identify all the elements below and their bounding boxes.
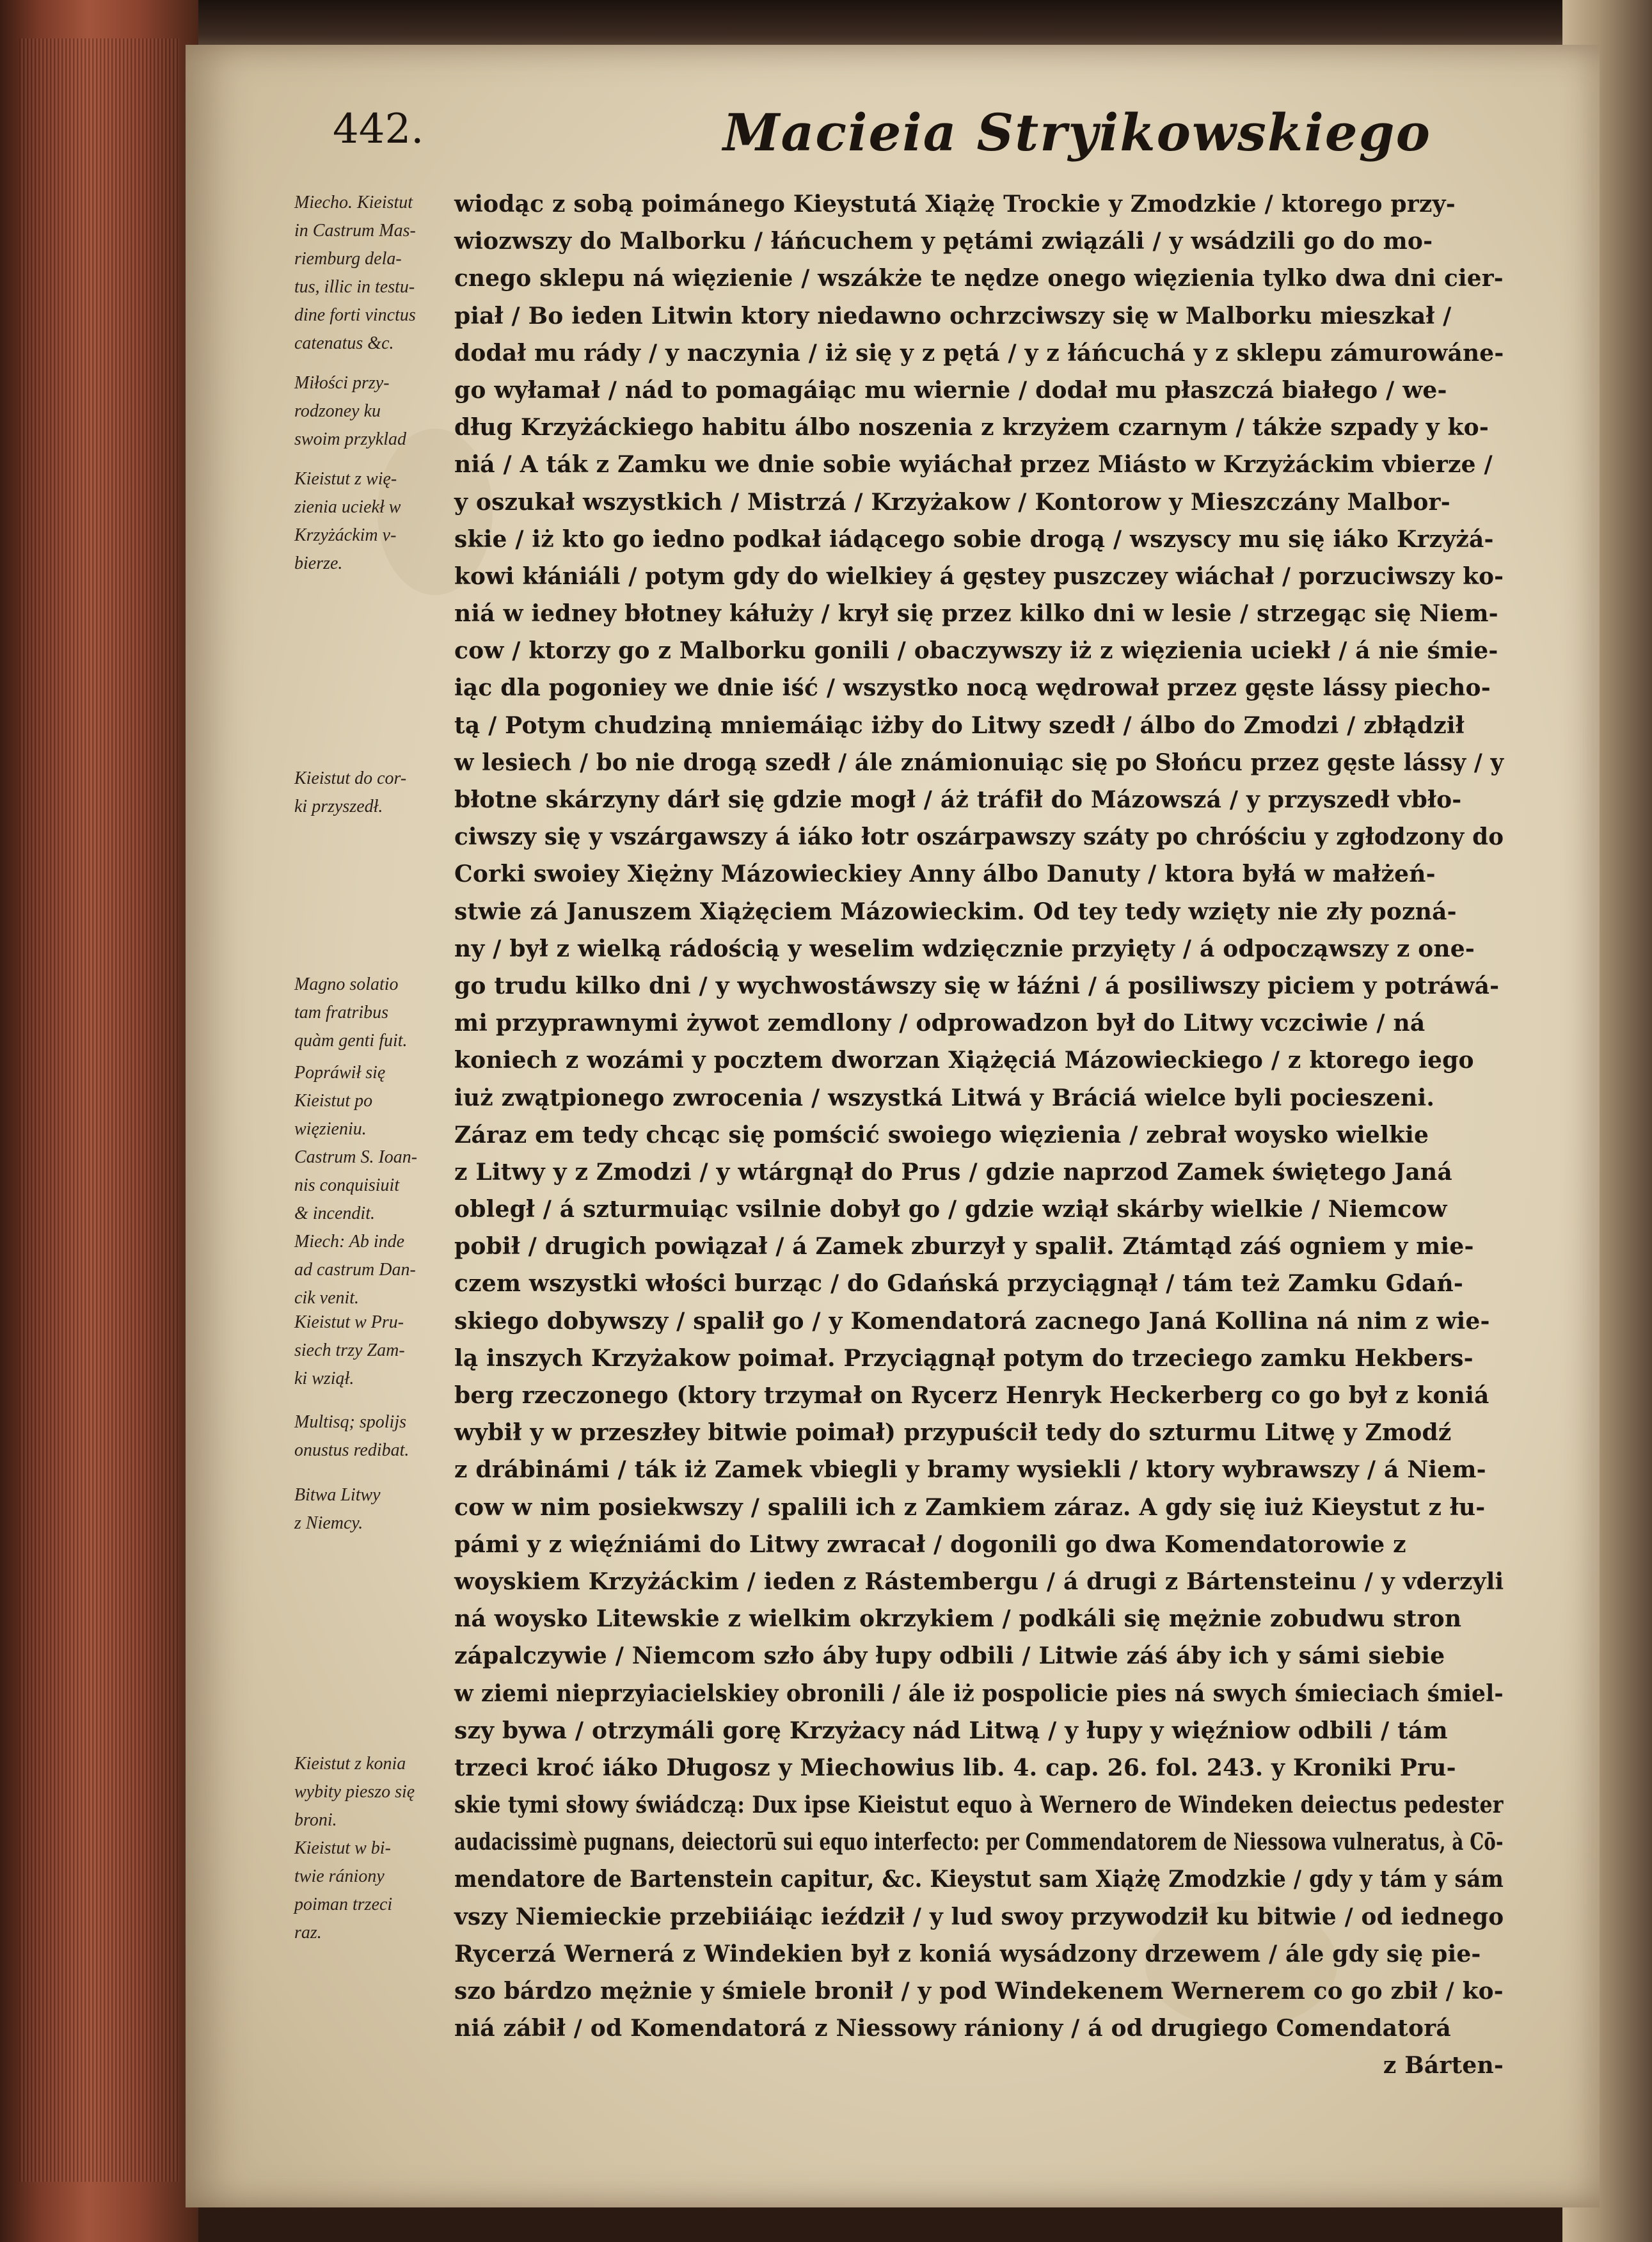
- margin-note: Kieistut z konia wybity pieszo się broni. Kieistut w bi- twie rániony poiman trzeci raz.: [294, 1754, 415, 1943]
- text-line: cnego sklepu ná więzienie / wszákże te nędze onego więzienia tylko dwa dni cier-: [454, 265, 1504, 292]
- margin-note: Miłości przy- rodzoney ku swoim przyklad: [294, 373, 406, 449]
- text-line: niá zábił / od Komendatorá z Niessowy rániony / á od drugiego Comendatorá: [454, 2015, 1451, 2042]
- book-page-edges: [0, 0, 198, 2242]
- text-line: audacissimè pugnans, deiectorū sui equo interfecto: per Commendatorem de Niessowa vulneratus, à Cō-: [454, 1829, 1504, 1856]
- text-line: skie / iż kto go iedno podkał iádącego sobie drogą / wszyscy mu się iáko Krzyżá-: [454, 525, 1494, 553]
- text-line: Rycerzá Wernerá z Windekien był z koniá wysádzony drzewem / ále gdy się pie-: [454, 1940, 1481, 1968]
- margin-note: Kieistut do cor- ki przyszedł.: [294, 768, 407, 816]
- text-line: koniech z wozámi y pocztem dworzan Xiążęciá Mázowieckiego / z ktorego iego: [454, 1047, 1474, 1074]
- text-line: ná woysko Litewskie z wielkim okrzykiem / podkáli się mężnie zobudwu stron: [454, 1605, 1462, 1633]
- margin-note: Kieistut w Pru- siech trzy Zam- ki wziął.: [294, 1312, 405, 1388]
- text-line: cow / ktorzy go z Malborku gonili / obaczywszy iż z więzienia uciekł / á nie śmie-: [454, 637, 1498, 665]
- text-line: błotne skárzyny dárł się gdzie mogł / áż tráfił do Mázowszá / y przyszedł vbło-: [454, 786, 1462, 813]
- text-line: skiego dobywszy / spalił go / y Komendatorá zacnego Janá Kollina ná nim z wie-: [454, 1307, 1490, 1335]
- text-line: zápalczywie / Niemcom szło áby łupy odbili / Litwie záś áby ich y sámi siebie: [454, 1642, 1445, 1670]
- text-line: mi przyprawnymi żywot zemdlony / odprowadzon był do Litwy vczciwie / ná: [454, 1010, 1426, 1037]
- text-line: iuż zwątpionego zwrocenia / wszystká Litwá y Bráciá wielce byli pocieszeni.: [454, 1084, 1435, 1111]
- text-line: niá w iedney błotney káłuży / krył się przez kilko dni w lesie / strzegąc się Niem-: [454, 600, 1498, 628]
- margin-note: Magno solatio tam fratribus quàm genti fuit.: [294, 974, 408, 1051]
- text-line: wybił y w przeszłey bitwie poimał) przypuścił tedy do szturmu Litwę y Zmodź: [454, 1419, 1452, 1447]
- margin-note: Multisq; spolijs onustus redibat.: [294, 1412, 409, 1460]
- text-line: vszy Niemieckie przebiiáiąc ieździł / y lud swoy przywodził ku bitwie / od iednego: [454, 1903, 1504, 1930]
- text-line: czem wszystki włości burząc / do Gdańská przyciągnął / tám też Zamku Gdań-: [454, 1270, 1463, 1298]
- body-text: [454, 186, 1504, 2085]
- text-line: tą / Potym chudziną mniemáiąc iżby do Litwy szedł / álbo do Zmodzi / zbłądził: [454, 712, 1465, 739]
- text-line: ciwszy się y vszárgawszy á iáko łotr oszárpawszy száty po chróściu y zgłodzony do: [454, 823, 1504, 851]
- text-line: mendatore de Bartenstein capitur, &c. Kieystut sam Xiążę Zmodzkie / gdy y tám y sám: [454, 1866, 1504, 1893]
- running-head: Macieia Stryikowskiego: [723, 102, 1431, 163]
- page-edge-stripes: [19, 38, 179, 2182]
- text-line: ny / był z wielką rádością y weselim wdzięcznie przyięty / á odpocząwszy z one-: [454, 935, 1475, 962]
- text-line: szo bárdzo mężnie y śmiele bronił / y pod Windekenem Wernerem co go zbił / ko-: [454, 1978, 1504, 2005]
- text-line: z Litwy y z Zmodzi / y wtárgnął do Prus / gdzie naprzod Zamek świętego Janá: [454, 1158, 1452, 1186]
- text-line: w lesiech / bo nie drogą szedł / ále známionuiąc się po Słońcu przez gęste lássy / y: [454, 749, 1504, 776]
- text-line: pobił / drugich powiązał / á Zamek zburzył y spalił. Ztámtąd záś ogniem y mie-: [454, 1233, 1474, 1260]
- text-line: niá / A ták z Zamku we dnie sobie wyiáchał przez Miásto w Krzyżáckim vbierze /: [454, 451, 1493, 479]
- text-line: kowi kłániáli / potym gdy do wielkiey á gęstey puszczey wiáchał / porzuciwszy ko-: [454, 562, 1504, 590]
- catchword: z Bárten-: [1383, 2052, 1504, 2079]
- text-line: wiozwszy do Malborku / łáńcuchem y pętámi związáli / y wsádzili go do mo-: [454, 228, 1433, 255]
- text-line: Corki swoiey Xiężny Mázowieckiey Anny álbo Danuty / ktora byłá w małżeń-: [454, 861, 1436, 888]
- margin-note: Popráwił się Kieistut po więzieniu. Castrum S. Ioan- nis conquisiuit & incendit. Miech: Ab inde ad castrum Dan- cik venit.: [294, 1063, 418, 1308]
- text-line: stwie zá Januszem Xiążęciem Mázowieckim. Od tey tedy wzięty nie zły pozná-: [454, 898, 1457, 925]
- text-line: skie tymi słowy świádczą: Dux ipse Kieistut equo à Wernero de Windeken deiectus pedester: [454, 1792, 1504, 1819]
- margin-note: Miecho. Kieistut in Castrum Mas- riemburg dela- tus, illic in testu- dine forti vinctus catenatus &c.: [294, 193, 416, 353]
- text-line: piał / Bo ieden Litwin ktory niedawno ochrzciwszy się w Malborku mieszkał /: [454, 302, 1452, 330]
- text-line: pámi y z więźniámi do Litwy zwracał / dogonili go dwa Komendatorowie z: [454, 1530, 1406, 1558]
- text-line: y oszukał wszystkich / Mistrzá / Krzyżakow / Kontorow y Mieszczány Malbor-: [454, 488, 1450, 516]
- text-line: obległ / á szturmuiąc vsilnie dobył go / gdzie wziął skárby wielkie / Niemcow: [454, 1196, 1447, 1223]
- text-line: w ziemi nieprzyiacielskiey obronili / ále iż pospolicie pies ná swych śmieciach śmiel-: [454, 1680, 1504, 1707]
- text-line: iąc dla pogoniey we dnie iść / wszystko nocą wędrował przez gęste lássy piecho-: [454, 674, 1491, 702]
- text-line: berg rzeczonego (ktory trzymał on Rycerz Henryk Heckerberg co go był z koniá: [454, 1382, 1489, 1409]
- text-line: trzeci kroć iáko Długosz y Miechowius lib. 4. cap. 26. fol. 243. y Kroniki Pru-: [454, 1754, 1456, 1781]
- text-line: szy bywa / otrzymáli gorę Krzyżacy nád Litwą / y łupy y więźniow odbili / tám: [454, 1717, 1448, 1744]
- margin-note: Kieistut z wię- zienia uciekł w Krzyżáckim v- bierze.: [294, 469, 401, 573]
- text-line: dodał mu rády / y naczynia / iż się y z pętá / y z łáńcuchá y z sklepu zámurowáne-: [454, 339, 1504, 367]
- text-line: woyskiem Krzyżáckim / ieden z Rástembergu / á drugi z Bártensteinu / y vderzyli: [454, 1568, 1504, 1595]
- page-number: 442.: [333, 106, 424, 153]
- text-line: go trudu kilko dni / y wychwostáwszy się w łáźni / á posiliwszy piciem y potráwá-: [454, 972, 1500, 999]
- text-line: cow w nim posiekwszy / spalili ich z Zamkiem záraz. A gdy się iuż Kieystut z łu-: [454, 1493, 1486, 1521]
- text-line: Záraz em tedy chcąc się pomścić swoiego więzienia / zebrał woysko wielkie: [454, 1121, 1429, 1149]
- text-line: wiodąc z sobą poimánego Kieystutá Xiążę Trockie y Zmodzkie / ktorego przy-: [454, 191, 1456, 218]
- margin-note: Bitwa Litwy z Niemcy.: [294, 1485, 381, 1533]
- text-line: z drábinámi / ták iż Zamek vbiegli y bramy wysiekli / ktory wybrawszy / á Niem-: [454, 1456, 1486, 1484]
- text-line: go wyłamał / nád to pomagáiąc mu wiernie / dodał mu płaszczá białego / we-: [454, 376, 1447, 404]
- text-line: lą inszych Krzyżakow poimał. Przyciągnął potym do trzeciego zamku Hekbers-: [454, 1344, 1473, 1372]
- text-line: dług Krzyżáckiego habitu álbo noszenia z krzyżem czarnym / tákże szpady y ko-: [454, 414, 1489, 441]
